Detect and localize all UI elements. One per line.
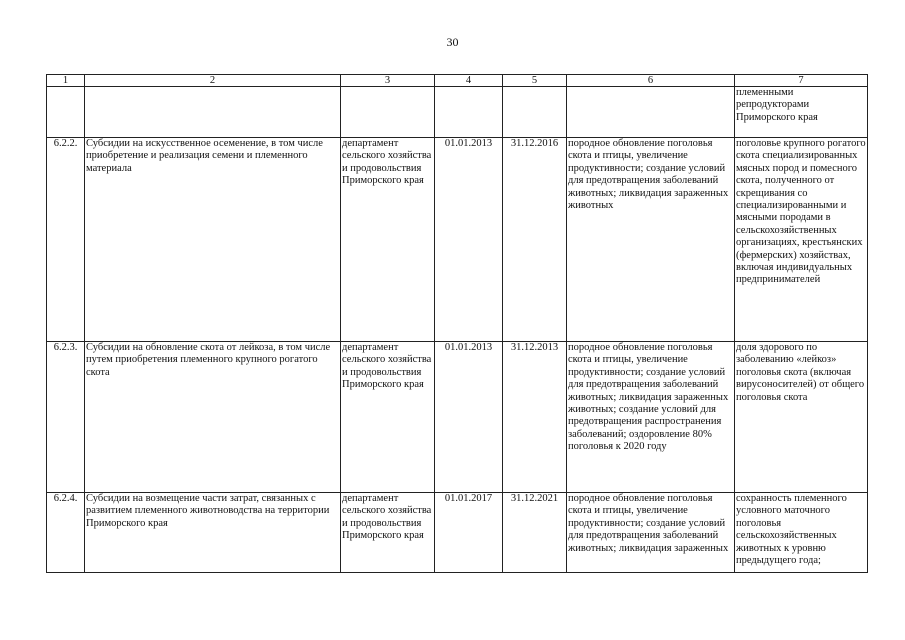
- expected-result: породное обновление поголовья скота и птицы, увеличение продуктивности; создание условий для предотвращения заболеваний животных; ликвидация зараженных животных: [567, 138, 735, 342]
- measure-title: [85, 87, 341, 138]
- table-row: [47, 342, 868, 493]
- column-header: 4: [435, 75, 503, 87]
- item-number: [47, 87, 85, 138]
- item-number: 6.2.3.: [47, 342, 85, 493]
- indicator: поголовье крупного рогатого скота специализированных мясных пород и помесного скота, полученного от скрещивания со специализированными и мясными породами в сельскохозяйственных организациях, крестьянских (фермерских) хозяйствах, включая индивидуальных предпринимателей: [735, 138, 868, 342]
- expected-result: [567, 87, 735, 138]
- executor: департамент сельского хозяйства и продовольствия Приморского края: [341, 342, 435, 493]
- start-date: 01.01.2013: [435, 342, 503, 493]
- indicator: сохранность племенного условного маточного поголовья сельскохозяйственных животных к уровню предыдущего года;: [735, 493, 868, 573]
- measures-table: [46, 74, 868, 573]
- expected-result: породное обновление поголовья скота и птицы, увеличение продуктивности; создание условий для предотвращения заболеваний животных; ликвидация зараженных животных; создание условий для предотвращения распространения заболеваний; оздоровление 80% поголовья к 2020 году: [567, 342, 735, 493]
- end-date: 31.12.2021: [503, 493, 567, 573]
- start-date: 01.01.2017: [435, 493, 503, 573]
- table-row: [47, 138, 868, 342]
- end-date: 31.12.2016: [503, 138, 567, 342]
- item-number: 6.2.2.: [47, 138, 85, 342]
- executor: департамент сельского хозяйства и продовольствия Приморского края: [341, 493, 435, 573]
- measure-title: Субсидии на обновление скота от лейкоза, в том числе путем приобретения племенного крупного рогатого скота: [85, 342, 341, 493]
- column-header: 1: [47, 75, 85, 87]
- column-header: 3: [341, 75, 435, 87]
- end-date: [503, 87, 567, 138]
- item-number: 6.2.4.: [47, 493, 85, 573]
- column-header: 7: [735, 75, 868, 87]
- measure-title: Субсидии на возмещение части затрат, связанных с развитием племенного животноводства на территории Приморского края: [85, 493, 341, 573]
- start-date: 01.01.2013: [435, 138, 503, 342]
- table-row: [47, 493, 868, 573]
- executor: [341, 87, 435, 138]
- executor: департамент сельского хозяйства и продовольствия Приморского края: [341, 138, 435, 342]
- indicator: племенными репродукторами Приморского края: [735, 87, 868, 138]
- expected-result: породное обновление поголовья скота и птицы, увеличение продуктивности; создание условий для предотвращения заболеваний животных; ликвидация зараженных: [567, 493, 735, 573]
- column-header: 5: [503, 75, 567, 87]
- column-header: 6: [567, 75, 735, 87]
- table-header-row: [47, 75, 868, 87]
- start-date: [435, 87, 503, 138]
- page-number: 30: [446, 35, 459, 49]
- indicator: доля здорового по заболеванию «лейкоз» поголовья скота (включая вирусоносителей) от общего поголовья скота: [735, 342, 868, 493]
- column-header: 2: [85, 75, 341, 87]
- measure-title: Субсидии на искусственное осеменение, в том числе приобретение и реализация семени и племенного материала: [85, 138, 341, 342]
- table-row: [47, 87, 868, 138]
- end-date: 31.12.2013: [503, 342, 567, 493]
